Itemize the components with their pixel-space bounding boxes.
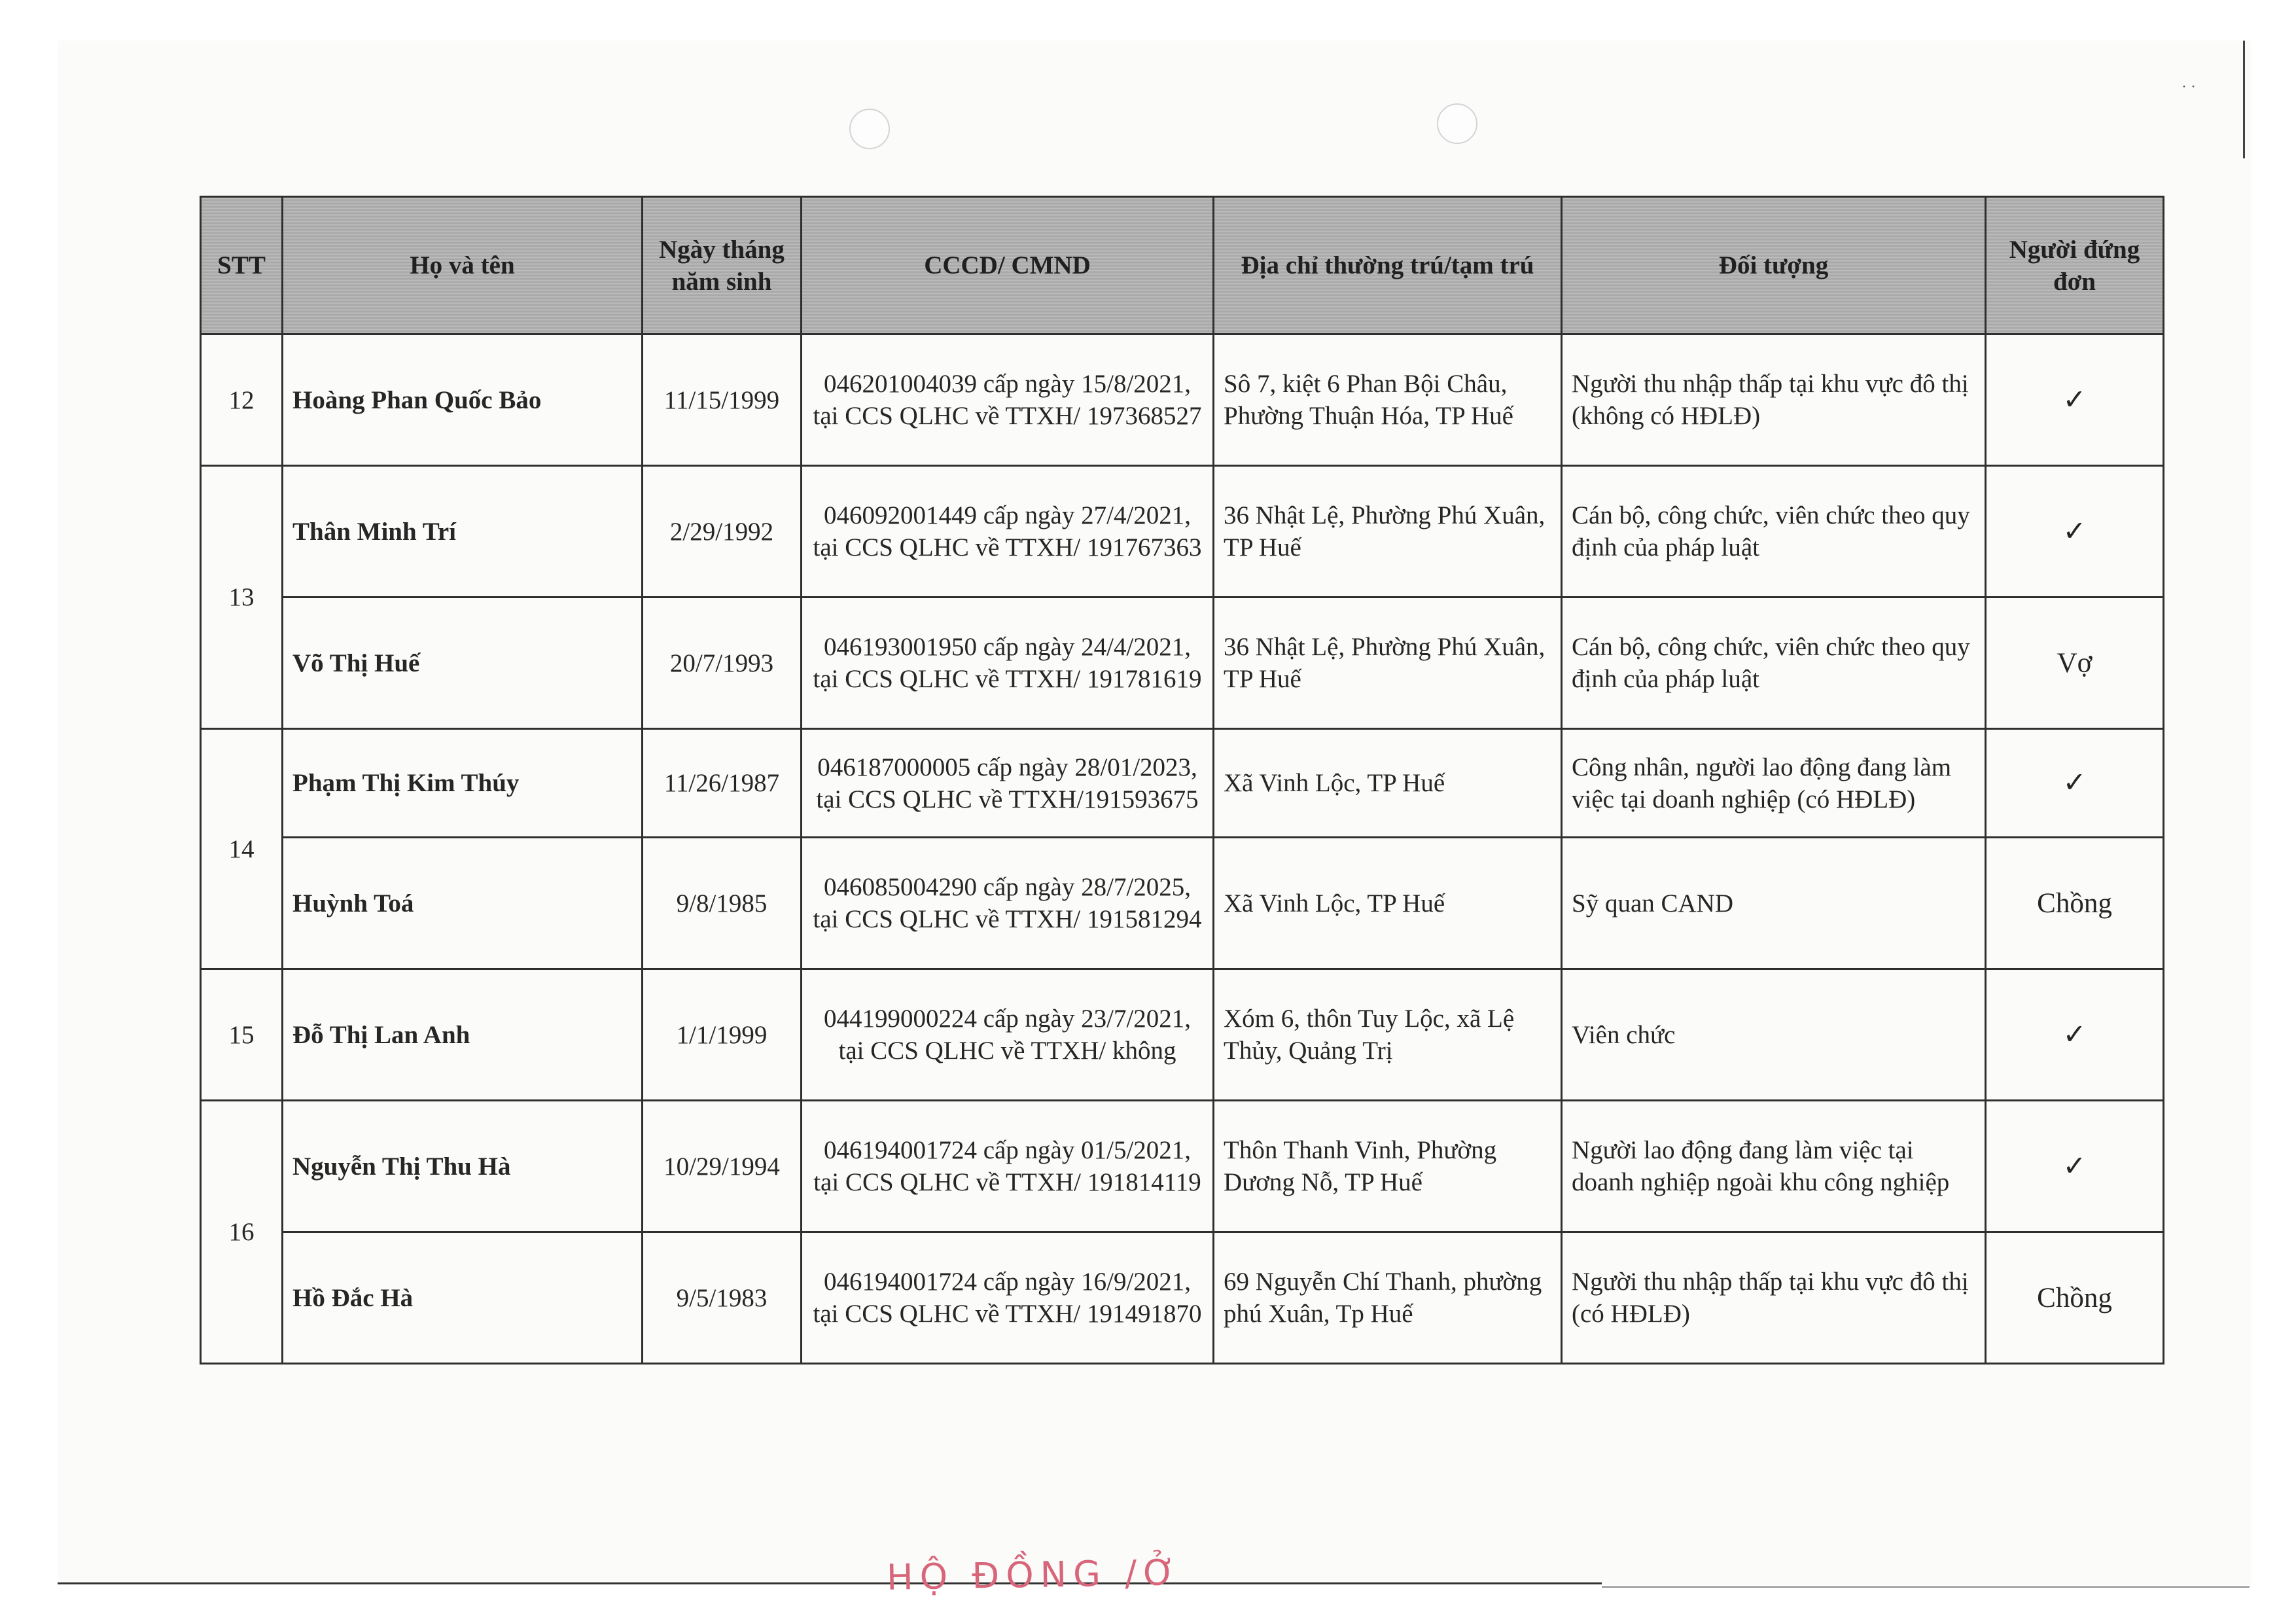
red-stamp-partial: HỘ ĐỒNG /Ở: [886, 1552, 1183, 1598]
cell-id: 044199000224 cấp ngày 23/7/2021, tại CCS QLHC về TTXH/ không: [802, 969, 1214, 1101]
table-row: [201, 729, 2164, 838]
cell-address: Thôn Thanh Vinh, Phường Dương Nỗ, TP Huế: [1214, 1101, 1562, 1232]
cell-category: Người thu nhập thấp tại khu vực đô thị (có HĐLĐ): [1562, 1232, 1986, 1364]
cell-name: Võ Thị Huế: [283, 597, 643, 729]
cell-role: ✓: [1986, 729, 2164, 838]
cell-category: Viên chức: [1562, 969, 1986, 1101]
cell-dob: 9/8/1985: [643, 838, 802, 969]
cell-stt: 13: [201, 466, 283, 729]
cell-dob: 10/29/1994: [643, 1101, 802, 1232]
cell-role: Chồng: [1986, 838, 2164, 969]
punch-hole-right: [1437, 103, 1477, 144]
cell-address: 36 Nhật Lệ, Phường Phú Xuân, TP Huế: [1214, 466, 1562, 597]
cell-name: Hoàng Phan Quốc Bảo: [283, 334, 643, 466]
cell-category: Sỹ quan CAND: [1562, 838, 1986, 969]
punch-hole-left: [849, 109, 890, 149]
cell-id: 046194001724 cấp ngày 01/5/2021, tại CCS QLHC về TTXH/ 191814119: [802, 1101, 1214, 1232]
cell-address: Xã Vinh Lộc, TP Huế: [1214, 729, 1562, 838]
cell-name: Đỗ Thị Lan Anh: [283, 969, 643, 1101]
header-dob: Ngày tháng năm sinh: [643, 197, 802, 334]
cell-dob: 11/15/1999: [643, 334, 802, 466]
cell-dob: 9/5/1983: [643, 1232, 802, 1364]
cell-dob: 2/29/1992: [643, 466, 802, 597]
table-row: [201, 334, 2164, 466]
table-row: [201, 838, 2164, 969]
cell-role: Chồng: [1986, 1232, 2164, 1364]
header-role: Người đứng đơn: [1986, 197, 2164, 334]
cell-id: 046187000005 cấp ngày 28/01/2023, tại CCS QLHC về TTXH/191593675: [802, 729, 1214, 838]
cell-dob: 11/26/1987: [643, 729, 802, 838]
cell-category: Công nhân, người lao động đang làm việc tại doanh nghiệp (có HĐLĐ): [1562, 729, 1986, 838]
cell-id: 046193001950 cấp ngày 24/4/2021, tại CCS QLHC về TTXH/ 191781619: [802, 597, 1214, 729]
cell-address: Sô 7, kiệt 6 Phan Bội Châu, Phường Thuận Hóa, TP Huế: [1214, 334, 1562, 466]
cell-role: Vợ: [1986, 597, 2164, 729]
cell-address: 69 Nguyễn Chí Thanh, phường phú Xuân, Tp Huế: [1214, 1232, 1562, 1364]
header-name: Họ và tên: [283, 197, 643, 334]
cell-id: 046194001724 cấp ngày 16/9/2021, tại CCS QLHC về TTXH/ 191491870: [802, 1232, 1214, 1364]
cell-dob: 1/1/1999: [643, 969, 802, 1101]
scan-edge-bottom: [58, 1582, 1602, 1584]
header-stt: STT: [201, 197, 283, 334]
header-category: Đối tượng: [1562, 197, 1986, 334]
table-row: [201, 1232, 2164, 1364]
cell-address: Xã Vinh Lộc, TP Huế: [1214, 838, 1562, 969]
cell-category: Cán bộ, công chức, viên chức theo quy định của pháp luật: [1562, 597, 1986, 729]
cell-dob: 20/7/1993: [643, 597, 802, 729]
cell-id: 046085004290 cấp ngày 28/7/2025, tại CCS QLHC về TTXH/ 191581294: [802, 838, 1214, 969]
cell-stt: 14: [201, 729, 283, 969]
cell-role: ✓: [1986, 334, 2164, 466]
header-row: [201, 197, 2164, 334]
table-row: [201, 597, 2164, 729]
scan-edge-bottom-faint: [1602, 1586, 2250, 1588]
cell-category: Cán bộ, công chức, viên chức theo quy định của pháp luật: [1562, 466, 1986, 597]
cell-category: Người thu nhập thấp tại khu vực đô thị (không có HĐLĐ): [1562, 334, 1986, 466]
header-id: CCCD/ CMND: [802, 197, 1214, 334]
cell-role: ✓: [1986, 466, 2164, 597]
table-row: [201, 969, 2164, 1101]
cell-role: ✓: [1986, 1101, 2164, 1232]
cell-address: Xóm 6, thôn Tuy Lộc, xã Lệ Thủy, Quảng Trị: [1214, 969, 1562, 1101]
header-address: Địa chỉ thường trú/tạm trú: [1214, 197, 1562, 334]
cell-id: 046201004039 cấp ngày 15/8/2021, tại CCS QLHC về TTXH/ 197368527: [802, 334, 1214, 466]
cell-category: Người lao động đang làm việc tại doanh nghiệp ngoài khu công nghiệp: [1562, 1101, 1986, 1232]
cell-stt: 15: [201, 969, 283, 1101]
scan-edge-right: [2243, 41, 2245, 158]
scan-specks: · ·: [2181, 79, 2196, 96]
cell-stt: 16: [201, 1101, 283, 1364]
table-row: [201, 466, 2164, 597]
cell-name: Thân Minh Trí: [283, 466, 643, 597]
cell-name: Nguyễn Thị Thu Hà: [283, 1101, 643, 1232]
cell-name: Hồ Đắc Hà: [283, 1232, 643, 1364]
cell-name: Huỳnh Toá: [283, 838, 643, 969]
cell-address: 36 Nhật Lệ, Phường Phú Xuân, TP Huế: [1214, 597, 1562, 729]
cell-name: Phạm Thị Kim Thúy: [283, 729, 643, 838]
table-row: [201, 1101, 2164, 1232]
cell-stt: 12: [201, 334, 283, 466]
cell-id: 046092001449 cấp ngày 27/4/2021, tại CCS QLHC về TTXH/ 191767363: [802, 466, 1214, 597]
cell-role: ✓: [1986, 969, 2164, 1101]
applicant-table: [200, 196, 2164, 1364]
